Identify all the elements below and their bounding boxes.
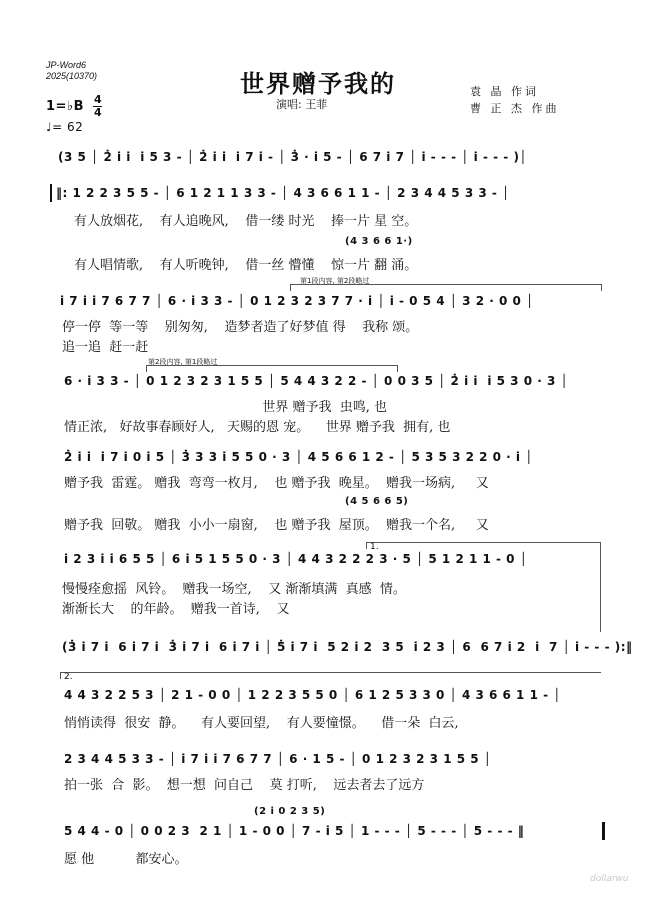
system-8-lyrics: 悄悄读得 很安 静。 有人要回望, 有人要憧憬。 借一朵 白云, bbox=[64, 716, 459, 731]
volta-1-label: 1. bbox=[370, 542, 379, 552]
system-10-alt-notes: (2 i 0 2 3 5) bbox=[254, 806, 326, 817]
system-3-notes: i 7 i i 7 6 7 7 │ 6 · i 3 3 - │ 0 1 2 3 2 3 7 7 · i │ i - 0 5 4 │ 3 2 · 0 0 │ bbox=[60, 294, 534, 308]
system-5-lyrics-verse1: 赠予我 雷霆。 赠我 弯弯一枚月, 也 赠予我 晚星。 赠我一场病, 又 bbox=[64, 476, 489, 491]
system-4-notes: 6 · i 3 3 - │ 0 1 2 3 2 3 1 5 5 │ 5 4 4 3 2 2 - │ 0 0 3 5 │ 2̇ i i i 5 3 0 · 3 │ bbox=[64, 374, 569, 388]
system-8-notes: 4 4 3 2 2 5 3 │ 2 1 - 0 0 │ 1 2 2 3 5 5 0 │ 6 1 2 5 3 3 0 │ 4 3 6 6 1 1 - │ bbox=[64, 688, 561, 702]
repeat-start-bar bbox=[50, 184, 52, 202]
watermark: dollarwu bbox=[590, 874, 629, 884]
system-9-lyrics: 拍一张 合 影。 想一想 问自己 莫 打听, 远去者去了远方 bbox=[64, 778, 425, 793]
system-7-notes: (3̇ i 7 i 6 i 7 i 3̇ i 7 i 6 i 7 i │ 5̇ i 7 i 5 2 i 2 3 5 i 2 3 │ 6 6 7 i 2 i 7 │ i - - - ):‖ bbox=[62, 640, 633, 654]
system-2-lyrics-verse1: 有人放烟花, 有人追晚风, 借一缕 时光 捧一片 星 空。 bbox=[74, 214, 418, 229]
volta-1-bracket bbox=[366, 542, 601, 549]
singer-credit: 演唱: 王菲 bbox=[276, 98, 328, 111]
song-title: 世界赠予我的 bbox=[240, 69, 396, 98]
system-1-notes: (3 5 │ 2̇ i i i 5 3 - │ 2̇ i i i 7 i - │ 3̇ · i 5 - │ 6 7 i 7 │ i - - - │ i - - - )│ bbox=[58, 150, 528, 164]
composer-credit: 曹 正 杰 作曲 bbox=[470, 102, 560, 115]
time-sig-top: 4 bbox=[94, 93, 103, 106]
system-2-lyrics-verse2: 有人唱情歌, 有人听晚钟, 借一丝 懵懂 惊一片 翻 涌。 bbox=[74, 258, 418, 273]
lyricist-credit: 袁 晶 作词 bbox=[470, 85, 539, 98]
time-sig-bottom: 4 bbox=[94, 106, 103, 119]
system-3-lyrics-verse1: 停一停 等一等 别匆匆, 造梦者造了好梦值 得 我称 颂。 bbox=[62, 320, 419, 335]
verse-box-1-label: 第1段内容, 第2段略过 bbox=[300, 277, 370, 285]
system-6-lyrics-verse1: 慢慢痊愈摇 风铃。 赠我一场空, 又 渐渐填满 真感 情。 bbox=[62, 582, 406, 597]
volta-1-end bbox=[600, 542, 601, 632]
system-5-alt-notes: (4 5 6 6 5) bbox=[345, 496, 409, 507]
system-9-notes: 2 3 4 4 5 3 3 - │ i 7 i i 7 6 7 7 │ 6 · 1 5 - │ 0 1 2 3 2 3 1 5 5 │ bbox=[64, 752, 492, 766]
system-6-lyrics-verse2: 渐渐长大 的年龄。 赠我一首诗, 又 bbox=[62, 602, 290, 617]
system-4-lyrics-verse2: 情正浓, 好故事春顾好人, 天赐的恩 宠。 世界 赠予我 拥有, 也 bbox=[64, 420, 451, 435]
key-signature: 1=♭B bbox=[46, 99, 84, 114]
software-label: JP-Word6 bbox=[46, 60, 87, 70]
system-3-lyrics-verse2: 追一追 赶一赶 bbox=[62, 340, 149, 355]
system-6-notes: i 2 3 i i 6 5 5 │ 6 i 5 1 5 5 0 · 3 │ 4 4 3 2 2 2 3 · 5 │ 5 1 2 1 1 - 0 │ bbox=[64, 552, 528, 566]
verse-box-2-label: 第2段内容, 第1段略过 bbox=[148, 358, 218, 366]
volta-2-label: 2. bbox=[64, 672, 73, 682]
date-label: 2025(10370) bbox=[46, 71, 98, 81]
final-bar bbox=[602, 822, 605, 840]
system-5-lyrics-verse2: 赠予我 回敬。 赠我 小小一扇窗, 也 赠予我 屋顶。 赠我一个名, 又 bbox=[64, 518, 489, 533]
system-10-lyrics: 愿 他 都安心。 bbox=[64, 852, 188, 867]
volta-2-bracket bbox=[60, 672, 601, 679]
system-5-notes: 2̇ i i i 7 i 0 i 5 │ 3̇ 3 3 i 5 5 0 · 3 │ 4 5 6 6 1 2 - │ 5 3 5 3 2 2 0 · i │ bbox=[64, 450, 533, 464]
system-2-alt-notes: (4 3 6 6 1·) bbox=[345, 236, 413, 247]
system-2-notes: ‖: 1 2 2 3 5 5 - │ 6 1 2 1 1 3 3 - │ 4 3 6 6 1 1 - │ 2 3 4 4 5 3 3 - │ bbox=[56, 186, 510, 200]
system-10-notes: 5 4 4 - 0 │ 0 0 2 3 2 1 │ 1 - 0 0 │ 7 - i 5 │ 1 - - - │ 5 - - - │ 5 - - - ‖ bbox=[64, 824, 525, 838]
tempo-mark: ♩= 62 bbox=[46, 120, 84, 134]
system-4-lyrics-verse1: 世界 赠予我 虫鸣, 也 bbox=[64, 400, 388, 415]
